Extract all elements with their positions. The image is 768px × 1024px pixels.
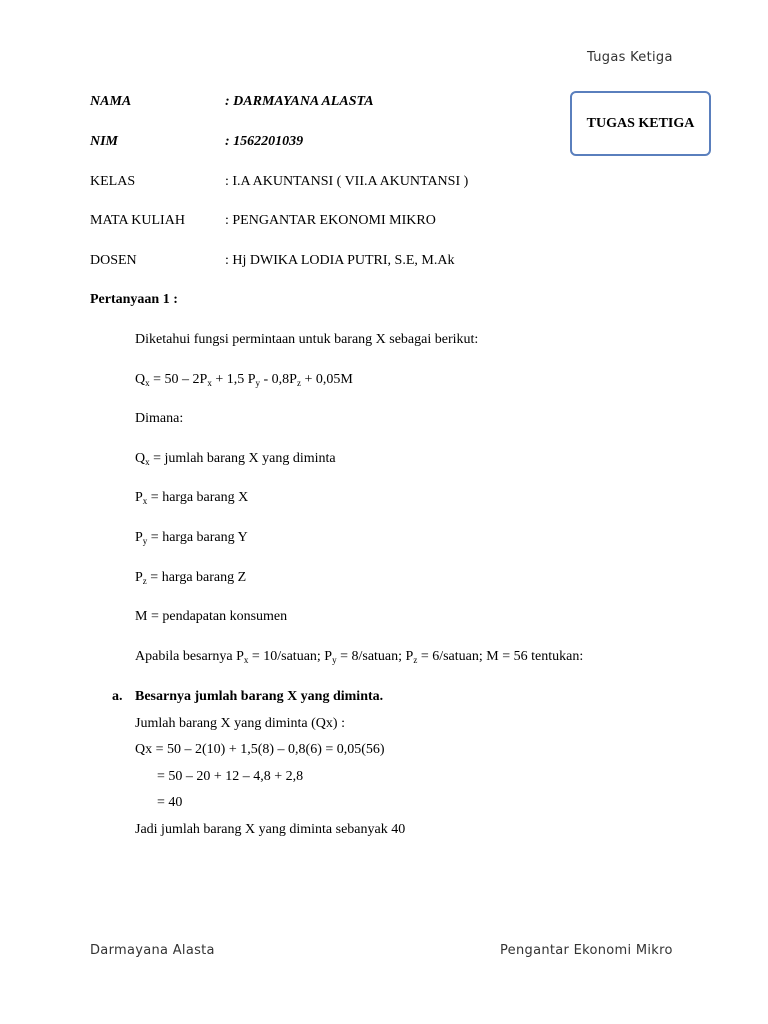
part-a-line4: = 40 [157, 795, 183, 810]
given-part-d: = 6/satuan; M = 56 tentukan: [417, 649, 584, 664]
dosen-value: : Hj DWIKA LODIA PUTRI, S.E, M.Ak [225, 253, 455, 268]
intro-text: Diketahui fungsi permintaan untuk barang X sebagai berikut: [135, 332, 479, 347]
part-a-conclusion: Jadi jumlah barang X yang diminta sebanyak 40 [135, 822, 406, 837]
eq-part2-sub: y [255, 378, 260, 388]
header-running-title: Tugas Ketiga [587, 50, 673, 65]
def-symbol: M [135, 609, 148, 624]
def-subscript: z [142, 576, 147, 586]
part-a-line2: Qx = 50 – 2(10) + 1,5(8) – 0,8(6) = 0,05(56) [135, 742, 385, 757]
given-part-a: Apabila besarnya P [135, 649, 244, 664]
def-symbol: P [135, 530, 143, 545]
nama-label: NAMA [90, 94, 132, 109]
kelas-label: KELAS [90, 174, 136, 189]
matkul-label: MATA KULIAH [90, 213, 185, 228]
def-text: = harga barang Y [147, 530, 248, 545]
eq-part1: = 50 – 2P [149, 372, 208, 387]
assignment-title: TUGAS KETIGA [586, 115, 695, 131]
definition-row [135, 570, 246, 586]
demand-equation [135, 372, 353, 388]
eq-q: Q [135, 372, 146, 387]
given-sub-z: z [413, 655, 418, 665]
nama-value: : DARMAYANA ALASTA [225, 94, 374, 109]
definition-row [135, 490, 248, 506]
def-symbol: Q [135, 451, 146, 466]
part-a-line1: Jumlah barang X yang diminta (Qx) : [135, 716, 345, 731]
nim-value: : 1562201039 [225, 134, 304, 149]
assignment-title-box [570, 91, 711, 156]
def-text: = harga barang X [147, 490, 249, 505]
eq-part1-sub: x [207, 378, 212, 388]
matkul-value: : PENGANTAR EKONOMI MIKRO [225, 213, 436, 228]
kelas-value: : I.A AKUNTANSI ( VII.A AKUNTANSI ) [225, 174, 469, 189]
def-symbol: P [135, 570, 143, 585]
eq-part3: - 0,8P [260, 372, 297, 387]
given-sub-y: y [332, 655, 337, 665]
def-subscript: x [142, 496, 148, 506]
def-text: = pendapatan konsumen [147, 609, 288, 624]
def-text: = jumlah barang X yang diminta [149, 451, 336, 466]
def-text: = harga barang Z [146, 570, 247, 585]
def-subscript: x [145, 457, 150, 467]
definition-row [135, 609, 287, 625]
eq-part4: + 0,05M [300, 372, 353, 387]
nim-label: NIM [90, 134, 119, 149]
dosen-label: DOSEN [90, 253, 137, 268]
eq-part2: + 1,5 P [211, 372, 256, 387]
part-a-line3: = 50 – 20 + 12 – 4,8 + 2,8 [157, 769, 304, 784]
def-subscript: y [142, 536, 148, 546]
eq-q-sub: x [145, 378, 150, 388]
part-a-title: Besarnya jumlah barang X yang diminta. [135, 689, 384, 704]
given-part-b: = 10/satuan; P [248, 649, 333, 664]
footer-author: Darmayana Alasta [90, 943, 215, 958]
eq-part3-sub: z [296, 378, 301, 388]
given-sub-x: x [243, 655, 249, 665]
footer-course: Pengantar Ekonomi Mikro [500, 943, 673, 958]
dimana-label: Dimana: [135, 411, 184, 426]
question-title: Pertanyaan 1 : [90, 292, 178, 307]
given-part-c: = 8/satuan; P [336, 649, 414, 664]
part-a-marker: a. [112, 689, 123, 704]
definition-row [135, 530, 248, 546]
given-values [135, 649, 583, 665]
def-symbol: P [135, 490, 143, 505]
definition-row [135, 451, 336, 467]
